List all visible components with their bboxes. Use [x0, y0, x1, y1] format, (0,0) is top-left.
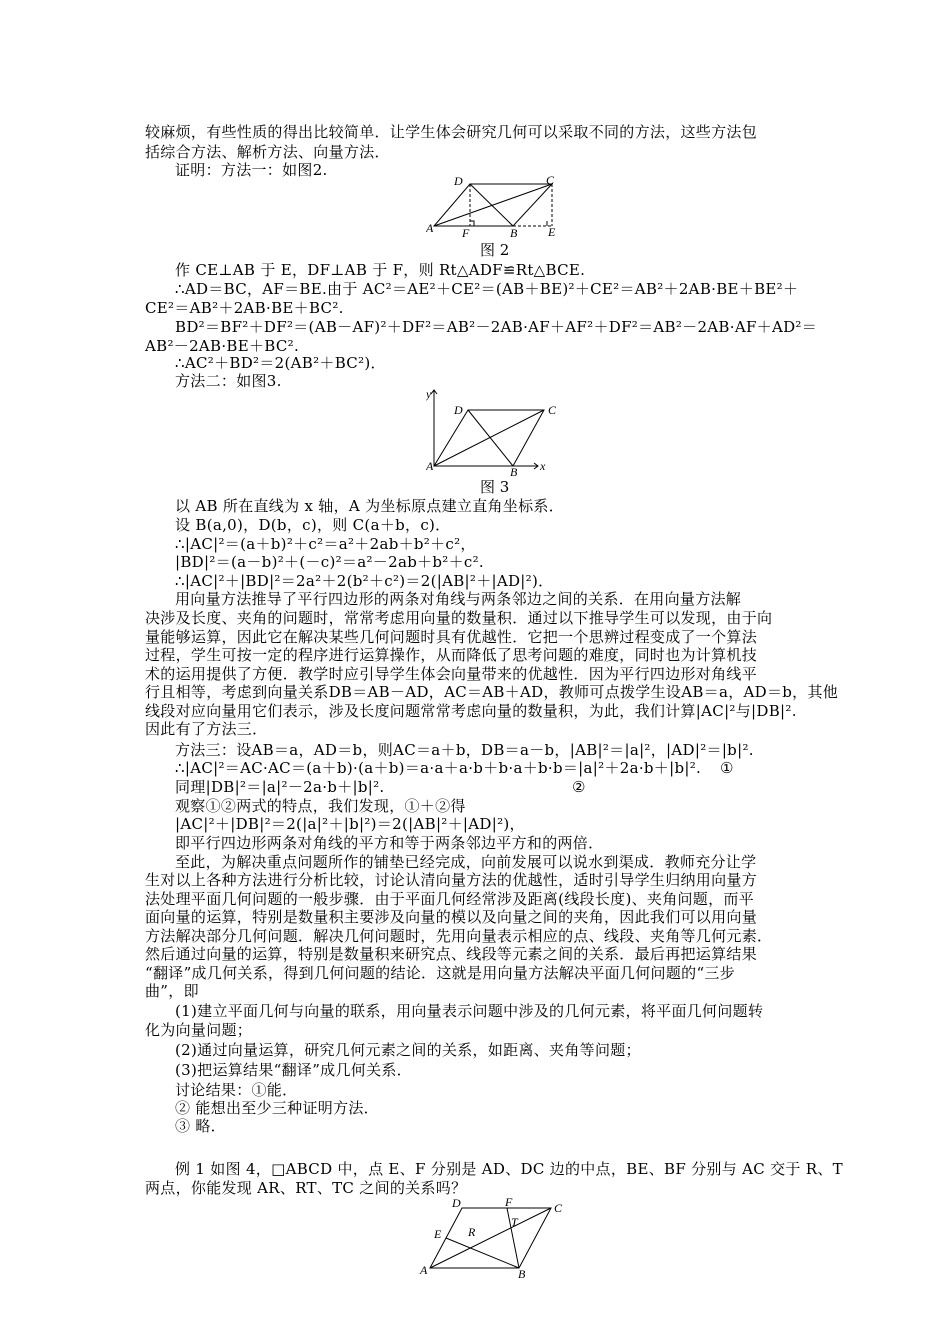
- fig2-label-D: D: [454, 176, 463, 188]
- text-line: 过程，学生可按一定的程序进行运算操作，从而降低了思考问题的难度，同时也为计算机技: [145, 646, 758, 664]
- figure-2: [426, 176, 561, 238]
- fig2-label-F: F: [462, 226, 470, 238]
- fig4-label-F: F: [505, 1196, 513, 1209]
- text-line: 曲”，即: [145, 982, 199, 1000]
- figure-3: [426, 386, 561, 476]
- text-line: 讨论结果：①能．: [175, 1081, 298, 1099]
- text-line: 术的运用提供了方便．教学时应引导学生体会向量带来的优越性．因为平行四边形对角线平: [145, 665, 758, 683]
- fig2-label-B: B: [510, 226, 518, 238]
- fig2-label-A: A: [426, 221, 434, 235]
- text-line: 法处理平面几何问题的一般步骤．由于平面几何经常涉及距离(线段长度)、夹角问题，而平: [145, 890, 755, 908]
- fig3-caption: 图 3: [480, 478, 510, 496]
- text-line: (3)把运算结果“翻译”成几何关系．: [175, 1061, 412, 1079]
- text-line: 设 B(a,0)，D(b，c)，则 C(a＋b，c)．: [175, 516, 451, 534]
- text-line: 量能够运算，因此它在解决某些几何问题时具有优越性．它把一个思辨过程变成了一个算法: [145, 628, 758, 646]
- text-line: (1)建立平面几何与向量的联系，用向量表示问题中涉及的几何元素，将平面几何问题转: [175, 1002, 764, 1020]
- text-line: 面向量的运算，特别是数量积主要涉及向量的模以及向量之间的夹角，因此我们可以用向量: [145, 908, 758, 926]
- text-line: CE²＝AB²＋2AB·BE＋BC².: [145, 299, 344, 317]
- text-line: 括综合方法、解析方法、向量方法．: [145, 143, 390, 161]
- text-line: 两点，你能发现 AR、RT、TC 之间的关系吗？: [145, 1179, 467, 1197]
- equation-mark-1: ①: [720, 759, 734, 777]
- fig4-label-D: D: [452, 1196, 461, 1210]
- text-line: ∴AC²＋BD²＝2(AB²＋BC²)．: [175, 354, 386, 372]
- fig3-label-A: A: [426, 459, 434, 473]
- text-line: ∴|AC|²＝(a＋b)²＋c²＝a²＋2ab＋b²＋c²，: [175, 535, 476, 553]
- text-line: 决涉及长度、夹角的问题时，常常考虑用向量的数量积．通过以下推导学生可以发现，由于向: [145, 609, 773, 627]
- text-line: 线段对应向量用它们表示，涉及长度问题常常考虑向量的数量积，为此，我们计算|AC|²与|DB|².: [145, 702, 797, 720]
- fig4-label-E: E: [434, 1227, 442, 1241]
- text-line: AB²－2AB·BE＋BC².: [145, 337, 300, 355]
- text-line: 生对以上各种方法进行分析比较，讨论认清向量方法的优越性，适时引导学生归纳用向量方: [145, 871, 758, 889]
- text-line: (2)通过向量运算，研究几何元素之间的关系，如距离、夹角等问题；: [175, 1041, 641, 1059]
- text-line: ∴AD＝BC，AF＝BE.由于 AC²＝AE²＋CE²＝(AB＋BE)²＋CE²＝AB²＋2AB·BE＋BE²＋: [175, 280, 799, 298]
- fig2-label-E: E: [548, 225, 556, 238]
- fig2-label-C: C: [546, 176, 555, 187]
- text-line: ∴|AC|²＝AC·AC＝(a＋b)·(a＋b)＝a·a＋a·b＋b·a＋b·b＝|a|²＋2a·b＋|b|².: [175, 759, 702, 777]
- fig2-caption: 图 2: [480, 241, 510, 259]
- text-line: ② 能想出至少三种证明方法．: [175, 1099, 379, 1117]
- text-line: BD²＝BF²＋DF²＝(AB－AF)²＋DF²＝AB²－2AB·AF＋AF²＋DF²＝AB²－2AB·AF＋AD²＝: [175, 318, 818, 336]
- text-line: 化为向量问题；: [145, 1021, 253, 1039]
- text-line: 因此有了方法三．: [145, 720, 268, 738]
- text-line: 行且相等，考虑到向量关系DB＝AB－AD，AC＝AB＋AD，教师可点拨学生设AB＝a，AD＝b，其他: [145, 683, 839, 701]
- fig3-label-B: B: [510, 465, 518, 476]
- fig4-label-T: T: [511, 1215, 518, 1229]
- fig4-label-R: R: [468, 1225, 476, 1239]
- fig4-label-A: A: [420, 1263, 428, 1277]
- fig4-label-B: B: [518, 1267, 526, 1278]
- text-line: 同理|DB|²＝|a|²－2a·b＋|b|².: [175, 778, 385, 796]
- text-line: 观察①②两式的特点，我们发现，①＋②得: [175, 797, 466, 815]
- text-line: 用向量方法推导了平行四边形的两条对角线与两条邻边之间的关系．在用向量方法解: [175, 590, 742, 608]
- text-line: 方法解决部分几何问题．解决几何问题时，先用向量表示相应的点、线段、夹角等几何元素．: [145, 927, 773, 945]
- text-line: 作 CE⊥AB 于 E，DF⊥AB 于 F，则 Rt△ADF≌Rt△BCE.: [175, 261, 586, 279]
- text-line: 然后通过向量的运算，特别是数量积来研究点、线段等元素之间的关系．最后再把运算结果: [145, 945, 758, 963]
- text-line: ③ 略．: [175, 1117, 226, 1135]
- text-line: ∴|AC|²＋|BD|²＝2a²＋2(b²＋c²)＝2(|AB|²＋|AD|²)．: [175, 572, 554, 590]
- fig4-label-C: C: [554, 1201, 563, 1215]
- figure-4: [416, 1196, 576, 1278]
- text-line: 方法二：如图3.: [175, 372, 282, 390]
- text-line: 证明：方法一：如图2.: [175, 161, 328, 179]
- text-line: 较麻烦，有些性质的得出比较简单．让学生体会研究几何可以采取不同的方法，这些方法包: [145, 123, 758, 141]
- text-line: 以 AB 所在直线为 x 轴，A 为坐标原点建立直角坐标系．: [175, 497, 564, 515]
- text-line: |BD|²＝(a－b)²＋(－c)²＝a²－2ab＋b²＋c².: [175, 553, 484, 571]
- text-line: 至此，为解决重点问题所作的铺垫已经完成，向前发展可以说水到渠成．教师充分让学: [175, 853, 757, 871]
- text-line: 方法三：设AB＝a，AD＝b，则AC＝a＋b，DB＝a－b，|AB|²＝|a|²，|AD|²＝|b|².: [175, 741, 754, 759]
- text-line: 即平行四边形两条对角线的平方和等于两条邻边平方和的两倍．: [175, 834, 604, 852]
- equation-mark-2: ②: [572, 778, 586, 796]
- fig3-label-x: x: [540, 459, 546, 473]
- text-line: |AC|²＋|DB|²＝2(|a|²＋|b|²)＝2(|AB|²＋|AD|²)，: [175, 815, 525, 833]
- fig3-label-D: D: [454, 403, 463, 417]
- fig3-label-C: C: [548, 403, 557, 417]
- fig3-label-y: y: [426, 387, 432, 401]
- text-line: “翻译”成几何关系，得到几何问题的结论．这就是用向量方法解决平面几何问题的“三步: [145, 964, 736, 982]
- text-line: 例 1 如图 4，□ABCD 中，点 E、F 分别是 AD、DC 边的中点，BE、BF 分别与 AC 交于 R、T: [175, 1160, 843, 1178]
